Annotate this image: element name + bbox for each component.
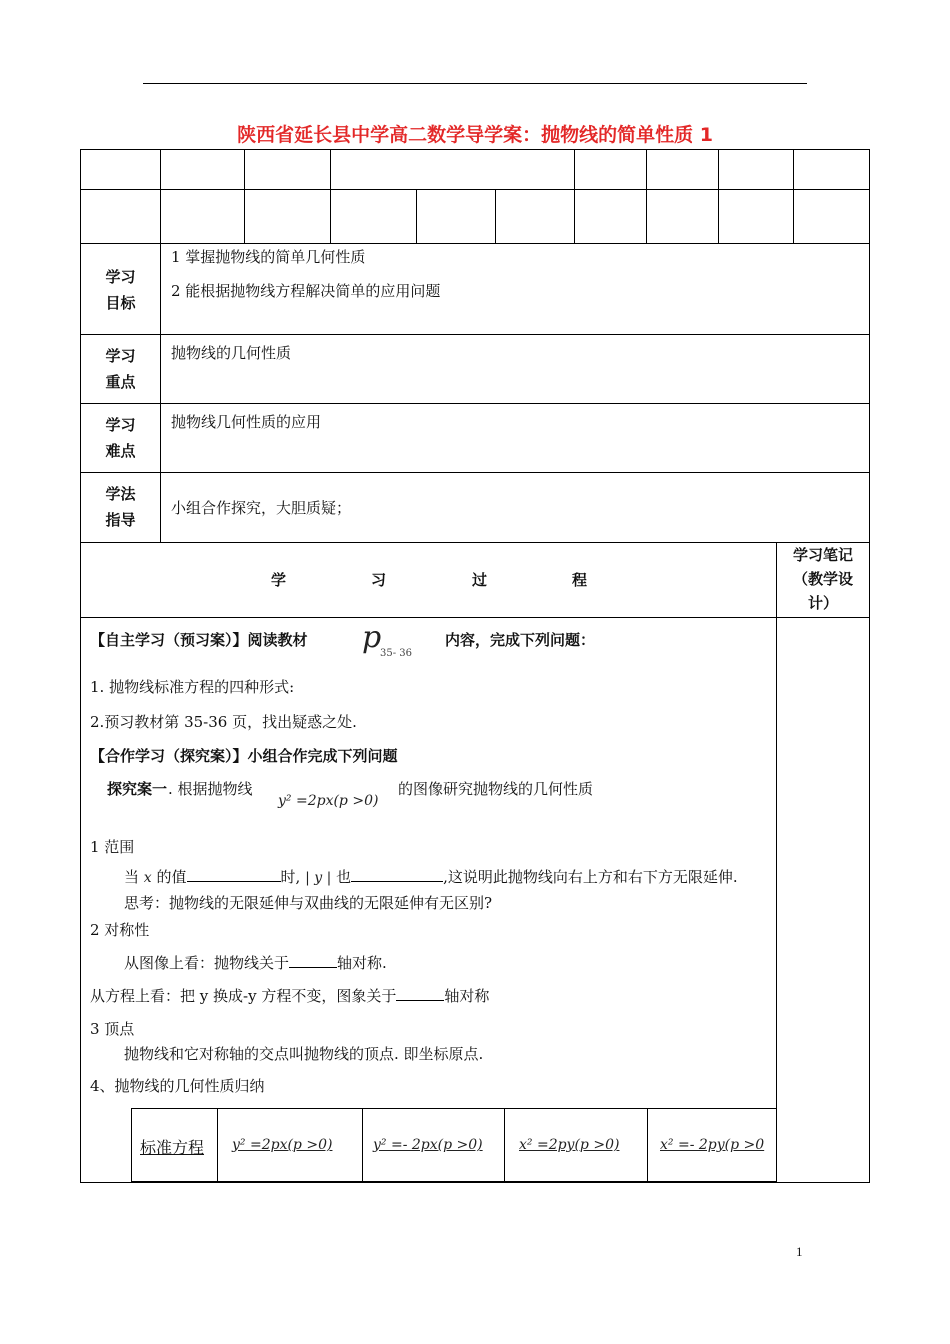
grid-cell bbox=[80, 149, 161, 190]
difficulty-text: 抛物线几何性质的应用 bbox=[171, 413, 322, 431]
grid-cell bbox=[793, 189, 870, 244]
eq-cell-3 bbox=[504, 1108, 648, 1182]
section-1-think: 思考：抛物线的无限延伸与双曲线的无限延伸有无区别? bbox=[124, 894, 493, 912]
section-4-title: 4、抛物线的几何性质归纳 bbox=[90, 1077, 265, 1095]
inquiry-text-b: 的图像研究抛物线的几何性质 bbox=[398, 780, 594, 798]
grid-cell bbox=[330, 149, 575, 190]
section-3-text: 抛物线和它对称轴的交点叫抛物线的顶点. 即坐标原点. bbox=[124, 1045, 484, 1063]
section-3-title: 3 顶点 bbox=[90, 1020, 135, 1038]
std-equation-label: 标准方程 bbox=[140, 1138, 205, 1157]
symmetry-graph-text: 从图像上看：抛物线关于 bbox=[124, 954, 290, 972]
self-study-heading: 【自主学习（预习案）】阅读教材 bbox=[90, 631, 308, 649]
objectives-label-cell bbox=[80, 243, 161, 335]
range-x-blank[interactable] bbox=[187, 867, 281, 882]
document-title: 陕西省延长县中学高二数学导学案：抛物线的简单性质 1 bbox=[237, 124, 713, 146]
grid-cell bbox=[244, 149, 331, 190]
process-char-3: 过 bbox=[472, 571, 488, 589]
grid-cell bbox=[416, 189, 496, 244]
equation-4: x² =- 2py(p >0 bbox=[660, 1137, 765, 1153]
question-1: 1. 抛物线标准方程的四种形式: bbox=[90, 678, 295, 696]
equation-2: y² =- 2px(p >0) bbox=[373, 1137, 483, 1153]
equation-3: x² =2py(p >0) bbox=[519, 1137, 620, 1153]
notes-content-cell bbox=[776, 617, 870, 1183]
focus-label: 学习 重点 bbox=[105, 347, 136, 391]
symmetry-graph-line bbox=[124, 952, 387, 974]
range-text-when: 当 bbox=[124, 868, 140, 886]
range-text-conclusion: ,这说明此抛物线向右上方和右下方无限延伸. bbox=[443, 868, 738, 886]
question-2: 2.预习教材第 35-36 页，找出疑惑之处. bbox=[90, 713, 357, 731]
grid-cell bbox=[574, 149, 647, 190]
difficulty-label-cell bbox=[80, 403, 161, 473]
eq-cell-4 bbox=[647, 1108, 777, 1182]
grid-cell bbox=[574, 189, 647, 244]
inquiry-label: 探究案一 bbox=[107, 780, 168, 798]
focus-text: 抛物线的几何性质 bbox=[171, 344, 292, 362]
grid-cell bbox=[330, 189, 417, 244]
range-text-value: 的值 bbox=[156, 868, 187, 886]
std-equation-label-cell bbox=[131, 1108, 218, 1182]
grid-cell bbox=[495, 189, 575, 244]
section-1-title: 1 范围 bbox=[90, 838, 135, 856]
symmetry-axis-blank-1[interactable] bbox=[289, 953, 337, 968]
symmetry-equation-line bbox=[90, 985, 489, 1007]
section-2-title: 2 对称性 bbox=[90, 921, 150, 939]
method-label: 学法 指导 bbox=[105, 485, 136, 529]
focus-label-cell bbox=[80, 334, 161, 404]
eq-cell-2 bbox=[362, 1108, 505, 1182]
inquiry-text-a: . 根据抛物线 bbox=[168, 780, 253, 798]
grid-cell bbox=[718, 189, 794, 244]
symmetry-equation-end: 轴对称 bbox=[444, 987, 490, 1005]
cooperative-heading: 【合作学习（探究案）】小组合作完成下列问题 bbox=[90, 747, 398, 765]
process-char-2: 习 bbox=[371, 571, 387, 589]
range-text-time: 时, bbox=[280, 868, 301, 886]
page-number: 1 bbox=[796, 1244, 803, 1259]
objective-1: 1 掌握抛物线的简单几何性质 bbox=[171, 248, 366, 266]
header-rule bbox=[143, 83, 807, 84]
grid-cell bbox=[718, 149, 794, 190]
equation-1: y² =2px(p >0) bbox=[232, 1137, 333, 1153]
textbook-p-symbol: p bbox=[362, 620, 382, 655]
method-cell bbox=[160, 472, 870, 543]
grid-cell bbox=[646, 189, 719, 244]
process-char-1: 学 bbox=[271, 571, 287, 589]
process-header-cell bbox=[80, 542, 777, 618]
symmetry-axis-blank-2[interactable] bbox=[396, 986, 444, 1001]
range-y-blank[interactable] bbox=[351, 867, 443, 882]
grid-cell bbox=[80, 189, 161, 244]
range-var-x: x bbox=[143, 870, 152, 886]
grid-cell bbox=[646, 149, 719, 190]
grid-cell bbox=[160, 189, 245, 244]
grid-cell bbox=[244, 189, 331, 244]
method-text: 小组合作探究，大胆质疑； bbox=[171, 499, 352, 517]
objective-2: 2 能根据抛物线方程解决简单的应用问题 bbox=[171, 282, 441, 300]
difficulty-cell bbox=[160, 403, 870, 473]
symmetry-graph-end: 轴对称. bbox=[337, 954, 387, 972]
self-study-instruction: 内容，完成下列问题： bbox=[445, 631, 596, 649]
notes-label: 学习笔记 （教学设 计） bbox=[792, 546, 853, 612]
grid-cell bbox=[793, 149, 870, 190]
symmetry-equation-text: 从方程上看：把 y 换成-y 方程不变，图象关于 bbox=[90, 987, 397, 1005]
range-abs-y: | y | bbox=[305, 870, 332, 886]
range-text-also: 也 bbox=[336, 868, 352, 886]
process-char-4: 程 bbox=[572, 571, 588, 589]
notes-header-cell bbox=[776, 542, 870, 618]
difficulty-label: 学习 难点 bbox=[105, 416, 136, 460]
objectives-label: 学习 目标 bbox=[105, 268, 136, 312]
inquiry-equation: y² =2px(p >0) bbox=[278, 793, 379, 809]
method-label-cell bbox=[80, 472, 161, 543]
textbook-page-range: 35- 36 bbox=[380, 648, 413, 659]
focus-cell bbox=[160, 334, 870, 404]
objectives-cell bbox=[160, 243, 870, 335]
eq-cell-1 bbox=[217, 1108, 363, 1182]
grid-cell bbox=[160, 149, 245, 190]
section-1-range-line bbox=[124, 866, 738, 889]
